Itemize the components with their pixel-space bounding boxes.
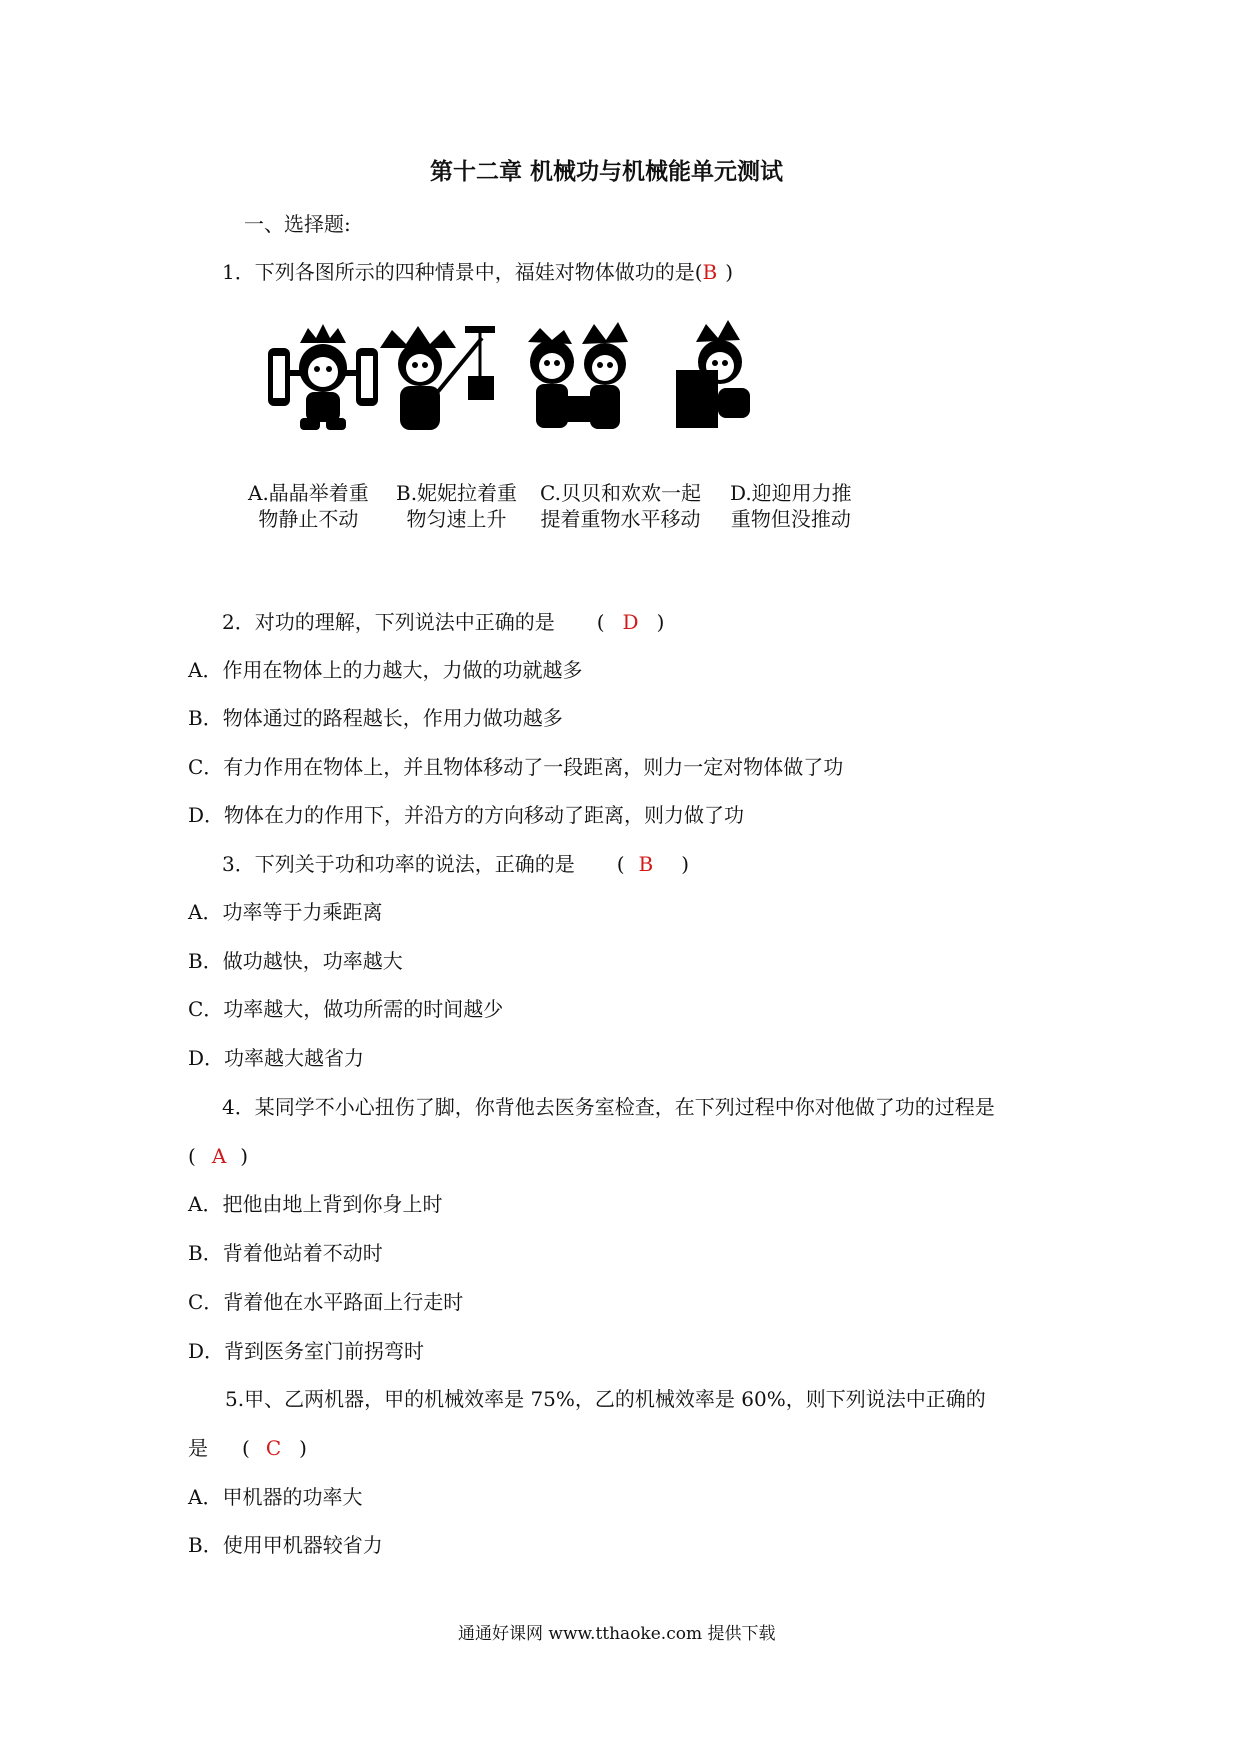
caption-b-line-2: 物匀速上升 [406,507,507,531]
question-3-open: ( [616,852,625,876]
question-5-close: ) [299,1436,307,1460]
illustration-c [528,322,628,429]
illustration-d [676,320,750,428]
question-3-option-b: B．做功越快，功率越大 [188,949,403,973]
caption-d-line-2: 重物但没推动 [730,507,851,531]
question-1-stem: 1．下列各图所示的四种情景中，福娃对物体做功的是( [222,260,703,284]
question-4-option-b: B．背着他站着不动时 [188,1241,383,1265]
question-2-option-a: A．作用在物体上的力越大，力做的功就越多 [188,658,583,682]
caption-c [540,480,701,532]
question-2-option-c: C．有力作用在物体上，并且物体移动了一段距离，则力一定对物体做了功 [188,755,844,779]
question-5-answer-line [188,1436,307,1460]
question-5-stem: 5.甲、乙两机器，甲的机械效率是 75%，乙的机械效率是 60%，则下列说法中正确的 [225,1387,986,1411]
question-3-answer: B [638,852,654,876]
question-2 [222,610,664,634]
caption-b-line-1: B.妮妮拉着重 [396,481,518,505]
caption-c-line-1: C.贝贝和欢欢一起 [540,481,701,505]
question-2-stem: 2．对功的理解，下列说法中正确的是 [222,610,555,634]
fuwa-illustrations [260,318,880,448]
caption-a [248,480,369,532]
caption-d-line-1: D.迎迎用力推 [730,481,852,505]
question-4-answer-line [188,1144,248,1168]
question-5-answer: C [265,1436,282,1460]
question-3-stem: 3．下列关于功和功率的说法，正确的是 [222,852,575,876]
question-4-answer: A [211,1144,227,1168]
caption-d [730,480,852,532]
question-3-option-d: D．功率越大越省力 [188,1046,365,1070]
caption-b [396,480,517,532]
question-4-stem: 4．某同学不小心扭伤了脚，你背他去医务室检查，在下列过程中你对他做了功的过程是 [222,1095,995,1119]
question-3-option-a: A．功率等于力乘距离 [188,900,383,924]
question-4-open: ( [188,1144,196,1168]
question-3-option-c: C．功率越大，做功所需的时间越少 [188,997,504,1021]
question-4-option-a: A．把他由地上背到你身上时 [188,1192,443,1216]
question-2-option-b: B．物体通过的路程越长，作用力做功越多 [188,706,563,730]
question-3 [222,852,689,876]
illustration-a [268,324,378,430]
question-2-close: ) [656,610,665,634]
question-1-close: ) [725,260,734,284]
question-5-stem-end: 是 [188,1436,208,1460]
question-1-answer: B [702,260,718,284]
question-2-open: ( [596,610,605,634]
question-5-option-a: A．甲机器的功率大 [188,1485,363,1509]
caption-c-line-2: 提着重物水平移动 [540,507,701,531]
caption-a-line-1: A.晶晶举着重 [248,481,369,505]
question-4-option-d: D．背到医务室门前拐弯时 [188,1339,425,1363]
page-title: 第十二章 机械功与机械能单元测试 [430,159,784,185]
illustration-b [380,326,495,430]
section-heading: 一、选择题: [244,212,351,236]
question-5-option-b: B．使用甲机器较省力 [188,1533,383,1557]
question-5-open: ( [242,1436,250,1460]
page-footer: 通通好课网 www.tthaoke.com 提供下载 [458,1624,776,1644]
question-3-close: ) [681,852,690,876]
question-2-answer: D [622,610,639,634]
caption-a-line-2: 物静止不动 [258,507,359,531]
question-4-close: ) [240,1144,249,1168]
question-4-option-c: C．背着他在水平路面上行走时 [188,1290,464,1314]
question-2-option-d: D．物体在力的作用下，并沿方的方向移动了距离，则力做了功 [188,803,745,827]
question-1 [222,260,733,284]
